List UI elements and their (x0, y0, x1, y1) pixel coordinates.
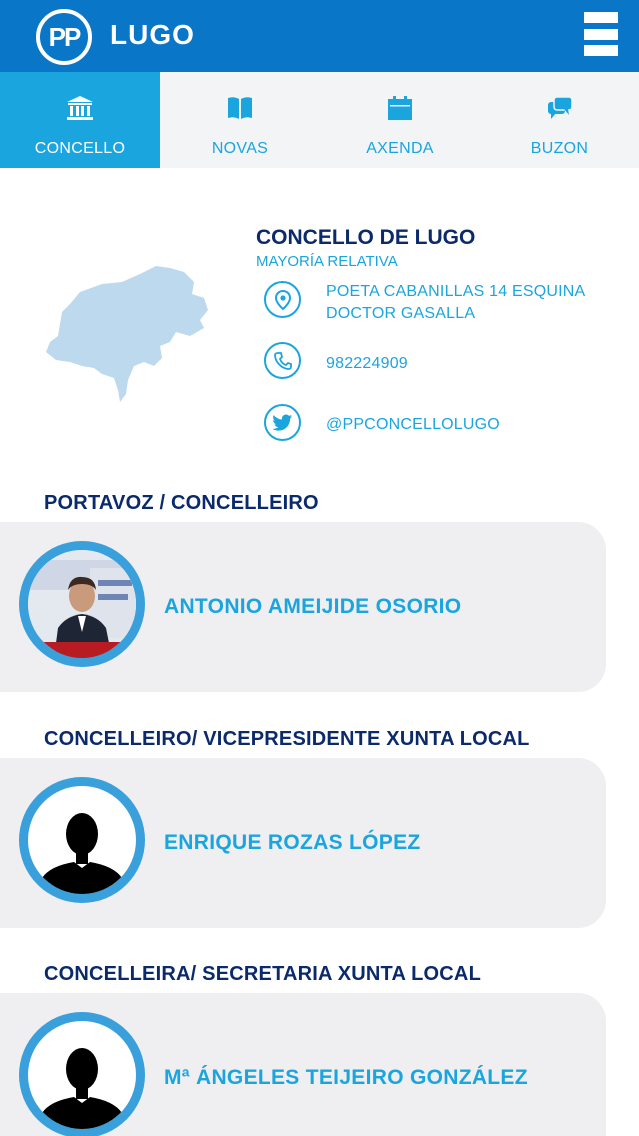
tab-concello[interactable] (0, 72, 160, 168)
section-title: CONCELLEIRO/ VICEPRESIDENTE XUNTA LOCAL (44, 728, 530, 750)
member-card[interactable] (0, 522, 606, 692)
section-title: PORTAVOZ / CONCELLEIRO (44, 492, 319, 514)
app-title: LUGO (110, 19, 195, 50)
tab-label: CONCELLO (34, 140, 126, 157)
tab-axenda[interactable] (320, 72, 480, 168)
location-pin-icon (264, 281, 301, 318)
municipality-title: CONCELLO DE LUGO (256, 226, 476, 249)
municipality-subtitle: MAYORÍA RELATIVA (256, 253, 398, 270)
chat-icon (546, 94, 574, 122)
tab-label: AXENDA (366, 140, 434, 157)
member-photo (28, 550, 136, 658)
tab-buzon[interactable] (480, 72, 639, 168)
phone-icon (264, 342, 301, 379)
tab-label: BUZON (530, 140, 589, 157)
bank-icon (66, 94, 94, 122)
member-name: Mª ÁNGELES TEIJEIRO GONZÁLEZ (164, 1066, 528, 1089)
address-line-1: POETA CABANILLAS 14 ESQUINA (326, 283, 586, 300)
address-line-2: DOCTOR GASALLA (326, 305, 476, 322)
tab-bar (0, 72, 639, 168)
address-text[interactable] (326, 281, 585, 325)
avatar (19, 777, 145, 903)
hamburger-menu-icon[interactable] (584, 12, 618, 56)
app-header (0, 0, 639, 72)
avatar (19, 541, 145, 667)
pp-logo: PP (36, 9, 92, 65)
person-placeholder-icon (28, 786, 136, 894)
member-card[interactable] (0, 993, 606, 1136)
member-name: ANTONIO AMEIJIDE OSORIO (164, 595, 462, 618)
calendar-icon (386, 94, 414, 122)
twitter-handle[interactable]: @PPCONCELLOLUGO (326, 416, 500, 433)
municipality-map (44, 262, 214, 407)
tab-novas[interactable] (160, 72, 320, 168)
person-placeholder-icon (28, 1021, 136, 1129)
tab-label: NOVAS (211, 140, 269, 157)
member-name: ENRIQUE ROZAS LÓPEZ (164, 831, 421, 854)
book-icon (226, 94, 254, 122)
section-title: CONCELLEIRA/ SECRETARIA XUNTA LOCAL (44, 963, 481, 985)
twitter-icon (264, 404, 301, 441)
avatar (19, 1012, 145, 1136)
member-card[interactable] (0, 758, 606, 928)
phone-number[interactable]: 982224909 (326, 355, 408, 372)
